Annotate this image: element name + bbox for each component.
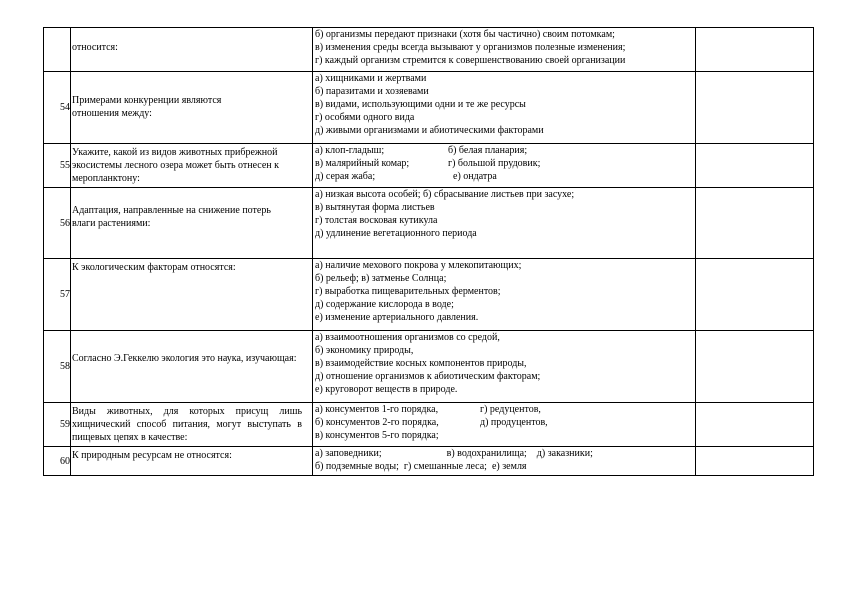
option-item: б) организмы передают признаки (хотя бы частично) своим потомкам; xyxy=(315,29,615,40)
option-pair xyxy=(315,429,693,442)
option-item: д) продуцентов, xyxy=(480,417,548,428)
question-number xyxy=(44,28,71,72)
options-cell xyxy=(313,259,696,331)
option-item: д) серая жаба; xyxy=(315,171,376,182)
option-item: б) паразитами и хозяевами xyxy=(315,86,429,97)
table-row xyxy=(44,144,814,188)
table-row xyxy=(44,188,814,259)
option-item: г) выработка пищеварительных ферментов; xyxy=(315,286,501,297)
option-item: г) каждый организм стремится к совершенствованию своей организации xyxy=(315,55,626,66)
options-cell xyxy=(313,403,696,447)
question-number: 57 xyxy=(44,259,71,331)
option-item: в) вытянутая форма листьев xyxy=(315,202,435,213)
question-text: К природным ресурсам не относятся: xyxy=(72,450,232,461)
option-item: а) низкая высота особей; б) сбрасывание листьев при засухе; xyxy=(315,189,575,200)
option-item: б) экономику природы, xyxy=(315,345,414,356)
question-cell xyxy=(71,144,313,188)
question-cell xyxy=(71,259,313,331)
table-row xyxy=(44,72,814,144)
option-item: а) клоп-гладыш; xyxy=(315,145,385,156)
question-text: относится: xyxy=(72,42,118,53)
table-row xyxy=(44,403,814,447)
question-cell xyxy=(71,331,313,403)
answer-cell xyxy=(696,259,814,331)
option-item: в) консументов 5-го порядка; xyxy=(315,430,439,441)
option-item: а) взаимоотношения организмов со средой, xyxy=(315,332,500,343)
option-item: д) живыми организмами и абиотическими факторами xyxy=(315,125,544,136)
option-pair xyxy=(315,157,693,170)
option-item: д) удлинение вегетационного периода xyxy=(315,228,477,239)
quiz-table xyxy=(43,27,814,476)
table-row xyxy=(44,331,814,403)
option-pair xyxy=(315,144,693,157)
table-row xyxy=(44,447,814,476)
question-cell xyxy=(71,72,313,144)
question-text: Адаптация, направленные на снижение потерь влаги растениями: xyxy=(72,205,271,229)
question-cell xyxy=(71,28,313,72)
question-text: Виды животных, для которых присущ лишь хищнический способ питания, могут выступать в пищевых цепях в качестве: xyxy=(72,406,302,443)
question-number: 59 xyxy=(44,403,71,447)
option-item: д) содержание кислорода в воде; xyxy=(315,299,454,310)
option-pair xyxy=(315,170,693,183)
options-cell xyxy=(313,144,696,188)
options-cell xyxy=(313,188,696,259)
option-item: а) хищниками и жертвами xyxy=(315,73,427,84)
option-item: в) малярийный комар; xyxy=(315,158,410,169)
option-item: е) изменение артериального давления. xyxy=(315,312,479,323)
option-pair xyxy=(315,403,693,416)
option-item: а) консументов 1-го порядка, xyxy=(315,404,439,415)
options-cell xyxy=(313,72,696,144)
question-number: 56 xyxy=(44,188,71,259)
question-text: К экологическим факторам относятся: xyxy=(72,262,236,273)
option-item: б) консументов 2-го порядка, xyxy=(315,417,439,428)
option-item: в) видами, использующими одни и те же ресурсы xyxy=(315,99,526,110)
answer-cell xyxy=(696,188,814,259)
answer-cell xyxy=(696,447,814,476)
option-item: е) круговорот веществ в природе. xyxy=(315,384,458,395)
options-cell xyxy=(313,28,696,72)
answer-cell xyxy=(696,331,814,403)
option-item: г) особями одного вида xyxy=(315,112,415,123)
question-number: 58 xyxy=(44,331,71,403)
question-cell xyxy=(71,403,313,447)
option-item: е) ондатра xyxy=(453,171,497,182)
question-text: Укажите, какой из видов животных прибрежной экосистемы лесного озера может быть отнесен к меропланктону: xyxy=(72,147,280,184)
option-item: г) большой прудовик; xyxy=(448,158,541,169)
option-item: в) взаимодействие косных компонентов природы, xyxy=(315,358,527,369)
table-row xyxy=(44,259,814,331)
option-item: б) белая планария; xyxy=(448,145,528,156)
option-item: б) подземные воды; г) смешанные леса; е) земля xyxy=(315,461,527,472)
question-number: 54 xyxy=(44,72,71,144)
option-item: а) заповедники; в) водохранилища; д) заказники; xyxy=(315,448,593,459)
question-cell xyxy=(71,188,313,259)
question-text: Примерами конкуренции являются отношения между: xyxy=(72,95,222,119)
option-item: в) изменения среды всегда вызывают у организмов полезные изменения; xyxy=(315,42,626,53)
answer-cell xyxy=(696,28,814,72)
question-cell xyxy=(71,447,313,476)
option-item: г) толстая восковая кутикула xyxy=(315,215,438,226)
option-item: д) отношение организмов к абиотическим факторам; xyxy=(315,371,541,382)
option-item: г) редуцентов, xyxy=(480,404,541,415)
table-row xyxy=(44,28,814,72)
options-cell xyxy=(313,331,696,403)
option-item: а) наличие мехового покрова у млекопитающих; xyxy=(315,260,522,271)
answer-cell xyxy=(696,72,814,144)
question-number: 55 xyxy=(44,144,71,188)
answer-cell xyxy=(696,144,814,188)
answer-cell xyxy=(696,403,814,447)
option-item: б) рельеф; в) затменье Солнца; xyxy=(315,273,447,284)
question-text: Согласно Э.Геккелю экология это наука, изучающая: xyxy=(72,353,297,364)
options-cell xyxy=(313,447,696,476)
question-number: 60 xyxy=(44,447,71,476)
option-pair xyxy=(315,416,693,429)
